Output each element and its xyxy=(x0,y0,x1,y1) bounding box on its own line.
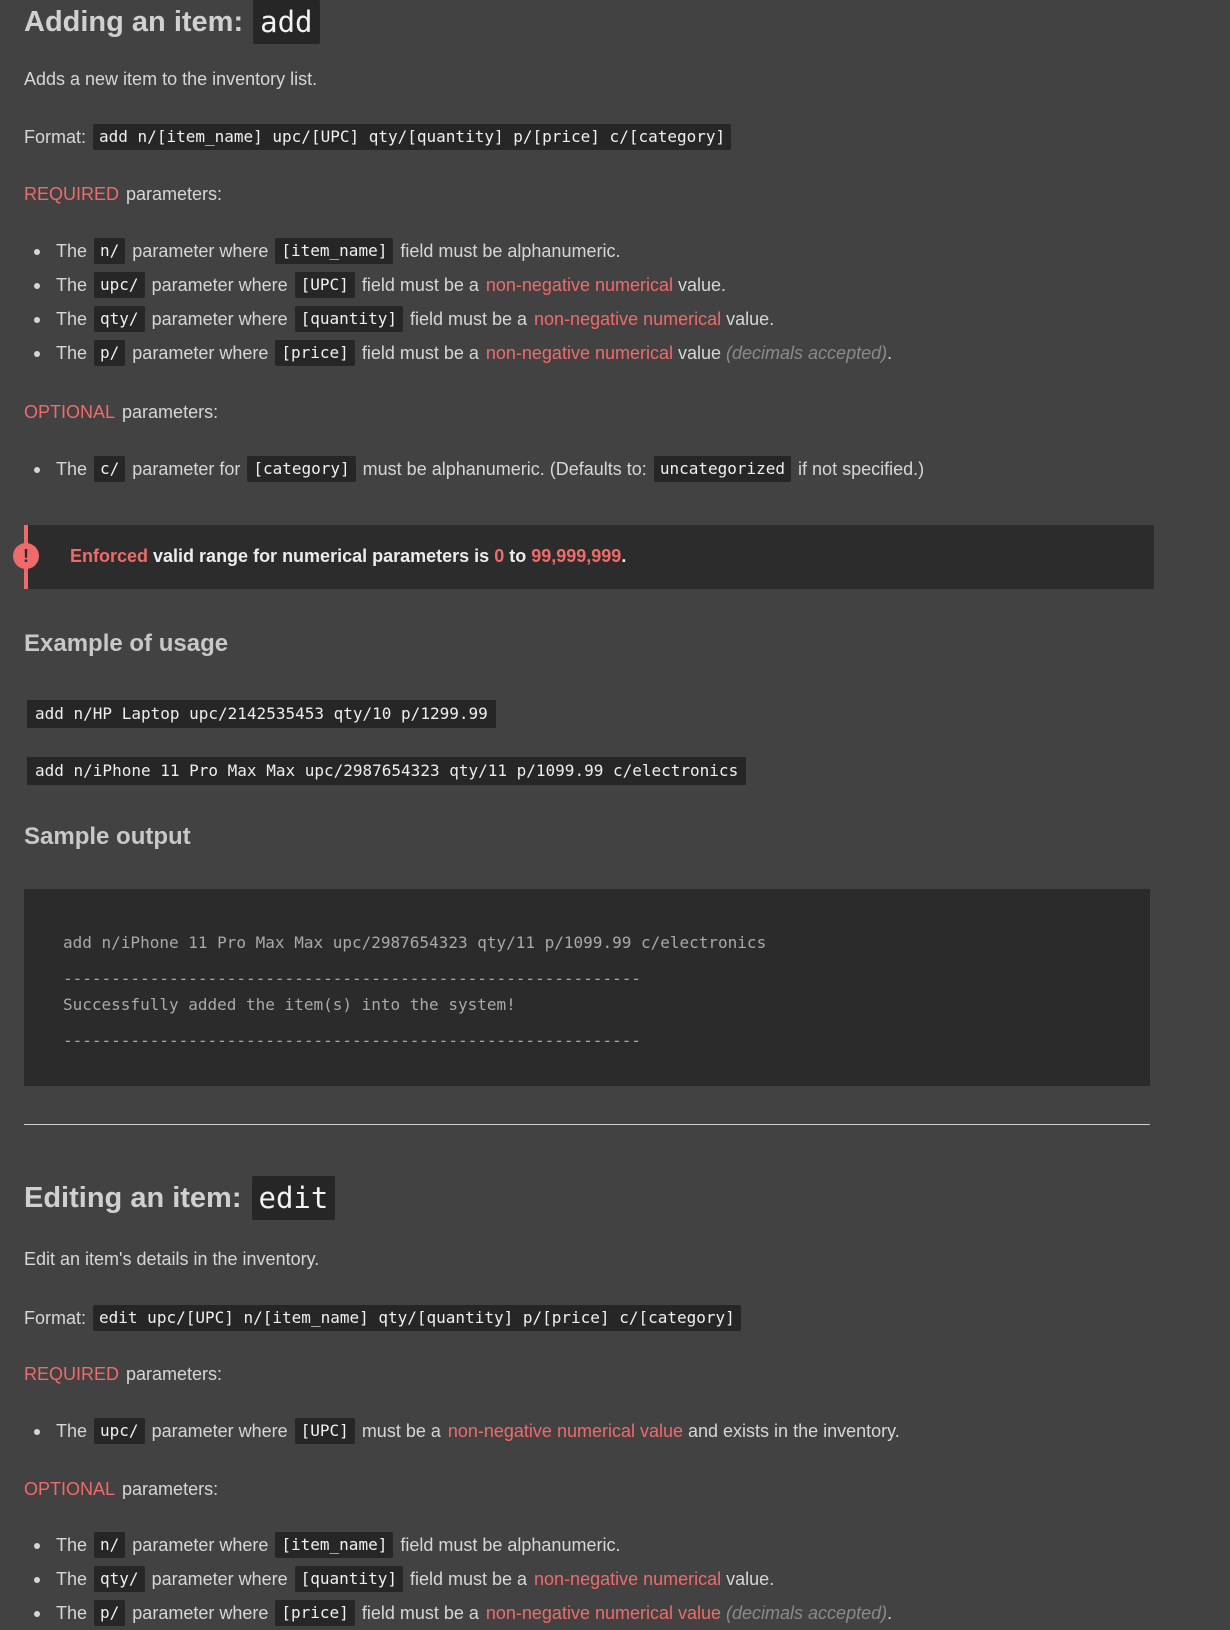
rule-text: field must be alphanumeric. xyxy=(400,240,621,261)
required-label: REQUIRED xyxy=(24,1364,120,1384)
the-word: The xyxy=(56,1420,88,1441)
add-required-heading xyxy=(24,184,229,205)
required-label: REQUIRED xyxy=(24,184,120,204)
param-code: p/ xyxy=(94,1600,125,1626)
rule-text: field must be a xyxy=(361,342,479,363)
param-code: qty/ xyxy=(94,1566,145,1592)
rule-text: field must be a xyxy=(409,308,528,329)
add-section-heading xyxy=(24,0,320,44)
tail-text: value. xyxy=(726,308,775,329)
example-code: add n/iPhone 11 Pro Max Max upc/2987654323 qty/11 p/1099.99 c/electronics xyxy=(27,757,746,785)
where-text: parameter where xyxy=(132,240,269,261)
parameters-word: parameters: xyxy=(126,184,223,204)
where-text: parameter where xyxy=(132,1602,269,1623)
warning-body: valid range for numerical parameters is xyxy=(153,546,490,566)
edit-optional-list xyxy=(24,1528,899,1630)
param-code: qty/ xyxy=(94,306,145,332)
highlight-text: non-negative numerical xyxy=(534,308,722,329)
parameters-word: parameters: xyxy=(126,1364,223,1384)
end-text: . xyxy=(887,342,893,363)
sample-output-block xyxy=(24,889,1150,1086)
note-text: (decimals accepted) xyxy=(726,342,888,363)
the-word: The xyxy=(56,240,88,261)
add-format-line xyxy=(24,124,738,150)
field-code: [UPC] xyxy=(295,272,355,298)
the-word: The xyxy=(56,342,88,363)
field-code: [category] xyxy=(247,456,355,482)
warning-callout xyxy=(24,525,1154,589)
edit-format-line xyxy=(24,1305,748,1331)
field-code: [UPC] xyxy=(295,1418,355,1444)
add-format-code: add n/[item_name] upc/[UPC] qty/[quantity] p/[price] c/[category] xyxy=(93,124,731,150)
rule-text: field must be alphanumeric. xyxy=(400,1534,621,1555)
add-required-list xyxy=(24,234,899,370)
end-text: . xyxy=(887,1602,893,1623)
param-code: upc/ xyxy=(94,1418,145,1444)
list-item xyxy=(24,1562,899,1596)
the-word: The xyxy=(56,274,88,295)
optional-label: OPTIONAL xyxy=(24,402,116,422)
tail-text: value. xyxy=(726,1568,775,1589)
range-min: 0 xyxy=(494,546,505,566)
for-text: parameter for xyxy=(132,458,241,479)
param-code: n/ xyxy=(94,1532,125,1558)
list-item xyxy=(24,336,899,370)
list-item xyxy=(24,1528,899,1562)
edit-format-code: edit upc/[UPC] n/[item_name] qty/[quantity] p/[price] c/[category] xyxy=(93,1305,741,1331)
highlight-text: non-negative numerical xyxy=(485,342,673,363)
field-code: [quantity] xyxy=(295,1566,403,1592)
the-word: The xyxy=(56,308,88,329)
format-label: Format: xyxy=(24,1307,87,1328)
rule-text: must be a xyxy=(361,1420,441,1441)
where-text: parameter where xyxy=(132,342,269,363)
add-optional-heading xyxy=(24,402,225,423)
param-code: upc/ xyxy=(94,272,145,298)
edit-required-heading xyxy=(24,1364,229,1385)
format-label: Format: xyxy=(24,126,87,147)
output-divider: ------------------------------------------------------------ xyxy=(63,969,641,988)
range-max: 99,999,999 xyxy=(531,546,622,566)
rule-text: field must be a xyxy=(361,1602,479,1623)
list-item xyxy=(24,452,931,486)
param-code: n/ xyxy=(94,238,125,264)
the-word: The xyxy=(56,1602,88,1623)
example-usage-1 xyxy=(27,700,496,728)
output-divider: ------------------------------------------------------------ xyxy=(63,1031,641,1050)
list-item xyxy=(24,1414,907,1448)
add-description: Adds a new item to the inventory list. xyxy=(24,69,318,89)
highlight-text: non-negative numerical value xyxy=(485,1602,722,1623)
rule-text: must be alphanumeric. (Defaults to: xyxy=(362,458,647,479)
edit-description: Edit an item's details in the inventory. xyxy=(24,1249,320,1269)
tail-text: value xyxy=(678,342,722,363)
add-heading-text: Adding an item: xyxy=(24,5,244,38)
list-item xyxy=(24,268,899,302)
tail-text: if not specified.) xyxy=(798,458,925,479)
field-code: [price] xyxy=(275,1600,354,1626)
output-line: add n/iPhone 11 Pro Max Max upc/2987654323 qty/11 p/1099.99 c/electronics xyxy=(63,933,767,952)
to-word: to xyxy=(509,546,527,566)
the-word: The xyxy=(56,1568,88,1589)
param-code: c/ xyxy=(94,456,125,482)
example-heading: Example of usage xyxy=(24,630,229,657)
end-text: . xyxy=(621,546,627,566)
param-code: p/ xyxy=(94,340,125,366)
list-item xyxy=(24,1596,899,1630)
the-word: The xyxy=(56,1534,88,1555)
warning-text xyxy=(70,546,626,567)
rule-text: field must be a xyxy=(409,1568,528,1589)
tail-text: and exists in the inventory. xyxy=(688,1420,900,1441)
enforced-word: Enforced xyxy=(70,546,149,566)
edit-command-pill: edit xyxy=(252,1176,336,1220)
where-text: parameter where xyxy=(151,274,288,295)
tail-text: value. xyxy=(678,274,727,295)
edit-heading-text: Editing an item: xyxy=(24,1181,242,1214)
sample-output-heading: Sample output xyxy=(24,823,191,850)
example-code: add n/HP Laptop upc/2142535453 qty/10 p/1299.99 xyxy=(27,700,496,728)
list-item xyxy=(24,302,899,336)
edit-section-heading xyxy=(24,1176,335,1220)
where-text: parameter where xyxy=(151,308,288,329)
default-code: uncategorized xyxy=(654,456,791,482)
the-word: The xyxy=(56,458,88,479)
parameters-word: parameters: xyxy=(122,402,219,422)
section-divider xyxy=(24,1124,1150,1125)
where-text: parameter where xyxy=(151,1420,288,1441)
add-optional-list xyxy=(24,452,931,486)
highlight-text: non-negative numerical xyxy=(534,1568,722,1589)
field-code: [item_name] xyxy=(275,1532,393,1558)
output-line: Successfully added the item(s) into the system! xyxy=(63,995,516,1014)
edit-optional-heading xyxy=(24,1479,225,1500)
exclamation-icon: ! xyxy=(13,543,39,569)
rule-text: field must be a xyxy=(361,274,479,295)
field-code: [quantity] xyxy=(295,306,403,332)
field-code: [item_name] xyxy=(275,238,393,264)
example-usage-2 xyxy=(27,757,746,785)
add-command-pill: add xyxy=(253,0,319,44)
note-text: (decimals accepted) xyxy=(726,1602,888,1623)
where-text: parameter where xyxy=(132,1534,269,1555)
highlight-text: non-negative numerical xyxy=(485,274,673,295)
field-code: [price] xyxy=(275,340,354,366)
list-item xyxy=(24,234,899,268)
parameters-word: parameters: xyxy=(122,1479,219,1499)
highlight-text: non-negative numerical value xyxy=(447,1420,684,1441)
where-text: parameter where xyxy=(151,1568,288,1589)
optional-label: OPTIONAL xyxy=(24,1479,116,1499)
edit-required-list xyxy=(24,1414,907,1448)
